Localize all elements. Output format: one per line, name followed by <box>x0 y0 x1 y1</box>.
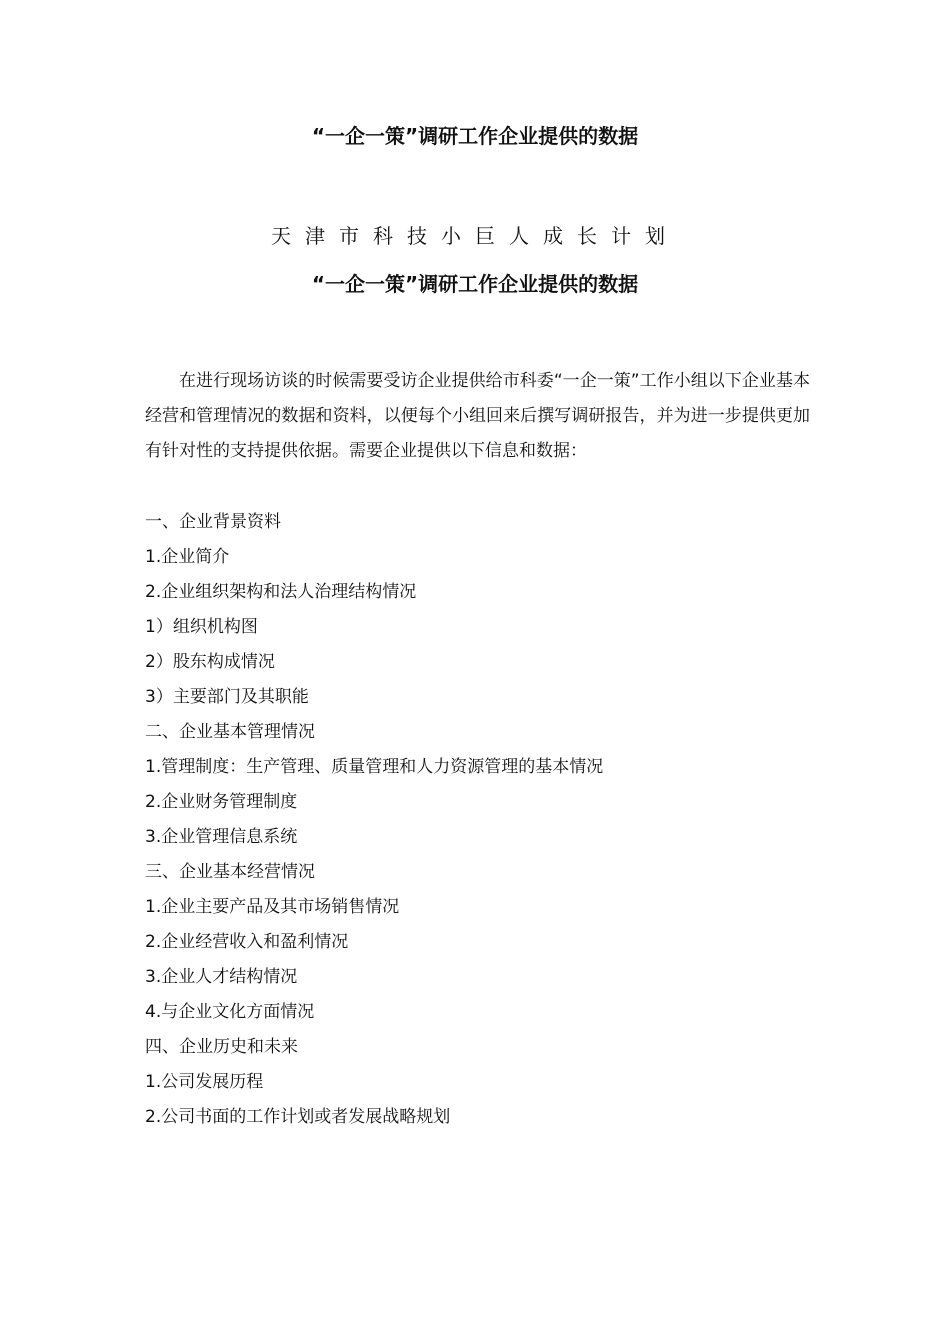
intro-paragraph: 在进行现场访谈的时候需要受访企业提供给市科委“一企一策”工作小组以下企业基本经营和管理情况的数据和资料，以便每个小组回来后撰写调研报告，并为进一步提供更加有针对性的支持提供依据。需要企业提供以下信息和数据： <box>145 371 810 461</box>
list-item: 2.企业经营收入和盈利情况 <box>145 932 349 952</box>
list-item: 2）股东构成情况 <box>145 652 275 672</box>
list-item: 1.管理制度：生产管理、质量管理和人力资源管理的基本情况 <box>145 757 604 777</box>
list-item: 3）主要部门及其职能 <box>145 687 309 707</box>
requirements-outline <box>145 505 810 1135</box>
list-item: 1）组织机构图 <box>145 617 258 637</box>
document-title: “一企一策”调研工作企业提供的数据 <box>311 124 639 148</box>
section-heading: 三、企业基本经营情况 <box>145 862 315 882</box>
list-item: 2.企业组织架构和法人治理结构情况 <box>145 582 417 602</box>
list-item: 1.企业简介 <box>145 547 230 567</box>
list-item: 3.企业管理信息系统 <box>145 827 298 847</box>
list-item: 2.公司书面的工作计划或者发展战略规划 <box>145 1107 451 1127</box>
section-heading: 一、企业背景资料 <box>145 512 281 532</box>
list-item: 3.企业人才结构情况 <box>145 967 298 987</box>
section-heading: 四、企业历史和未来 <box>145 1037 298 1057</box>
section-heading: 二、企业基本管理情况 <box>145 722 315 742</box>
list-item: 1.公司发展历程 <box>145 1072 264 1092</box>
document-subtitle: “一企一策”调研工作企业提供的数据 <box>311 272 639 296</box>
list-item: 4.与企业文化方面情况 <box>145 1002 315 1022</box>
list-item: 1.企业主要产品及其市场销售情况 <box>145 897 400 917</box>
program-title: 天津市科技小巨人成长计划 <box>271 224 679 248</box>
list-item: 2.企业财务管理制度 <box>145 792 298 812</box>
